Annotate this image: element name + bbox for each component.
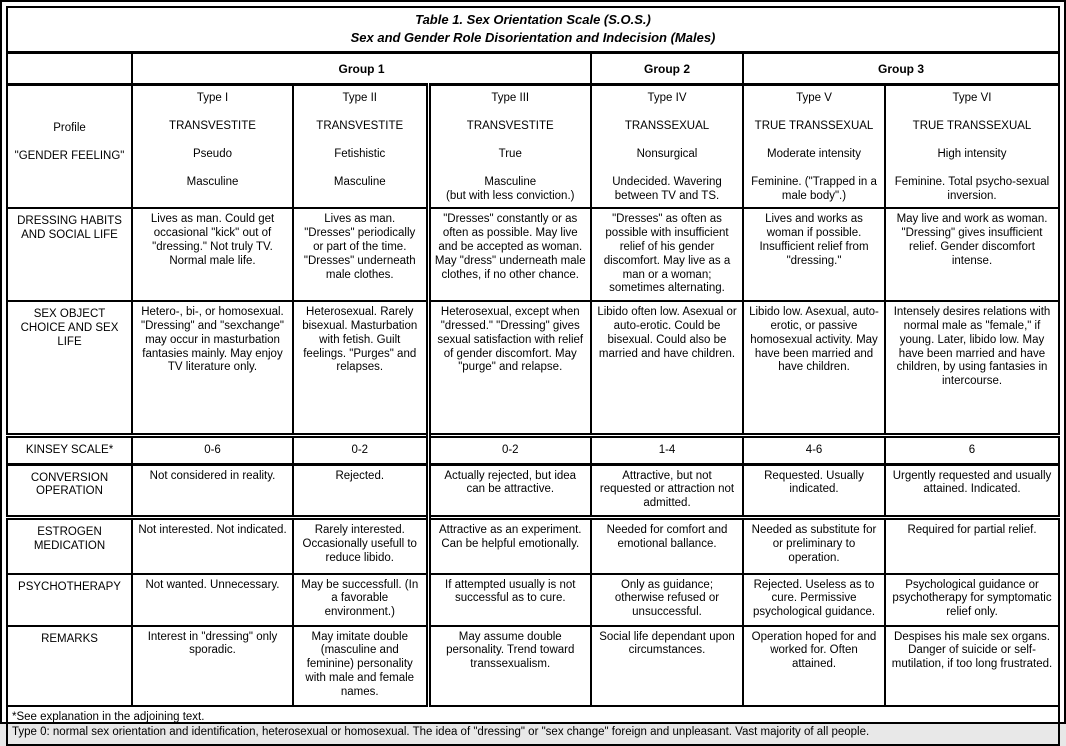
profile-intensity: Fetishistic (334, 147, 386, 160)
cell-remarks-type3: May assume double personality. Trend toward transsexualism. (428, 626, 591, 706)
profile-intensity: Moderate intensity (767, 147, 861, 160)
profile-intensity: Nonsurgical (636, 147, 698, 160)
sex-orientation-scale-table (6, 6, 1060, 746)
cell-sexobj-type1: Hetero-, bi-, or homosexual. "Dressing" and "sexchange" may occur in masturbation fantasies mainly. May enjoy TV literature only. (132, 301, 293, 435)
profile-category: TRUE TRANSSEXUAL (754, 120, 874, 133)
profile-label-line1: Profile (53, 122, 86, 135)
cell-dressing-type5: Lives and works as woman if possible. Insufficient relief from "dressing." (743, 208, 885, 301)
profile-category: TRANSVESTITE (169, 120, 256, 133)
group2-header: Group 2 (591, 53, 743, 85)
cell-sexobj-type6: Intensely desires relations with normal male as "female," if young. Later, libido low. May have been married and have children, by using fantasies in intercourse. (885, 301, 1059, 435)
cell-psychotherapy-type4: Only as guidance; otherwise refused or unsuccessful. (591, 574, 743, 626)
table-title-line2: Sex and Gender Role Disorientation and Indecision (Males) (350, 30, 716, 46)
group3-header: Group 3 (743, 53, 1059, 85)
cell-estrogen-type6: Required for partial relief. (885, 518, 1059, 574)
footnotes-cell (7, 706, 1059, 745)
type-label: Type III (491, 92, 530, 105)
table-title-line1: Table 1. Sex Orientation Scale (S.O.S.) (415, 12, 651, 27)
cell-remarks-type6: Despises his male sex organs. Danger of suicide or self-mutilation, if too long frustrated. (885, 626, 1059, 706)
type-label: Type I (196, 92, 229, 105)
profile-cell-type4 (591, 85, 743, 208)
cell-sexobj-type3: Heterosexual, except when "dressed." "Dressing" gives sexual satisfaction with relief of gender discomfort. May "purge" and relapse. (428, 301, 591, 435)
row-label-conversion-operation: CONVERSION OPERATION (7, 464, 132, 517)
profile-intensity: True (498, 147, 522, 160)
cell-dressing-type2: Lives as man. "Dresses" periodically or part of the time. "Dresses" underneath male clothes. (293, 208, 428, 301)
cell-kinsey-type5: 4-6 (743, 435, 885, 464)
type-label: Type IV (647, 92, 687, 105)
cell-conversion-type6: Urgently requested and usually attained. Indicated. (885, 464, 1059, 517)
cell-remarks-type1: Interest in "dressing" only sporadic. (132, 626, 293, 706)
profile-intensity: High intensity (937, 147, 1007, 160)
cell-conversion-type1: Not considered in reality. (132, 464, 293, 517)
profile-category: TRANSVESTITE (466, 120, 554, 133)
row-label-dressing-habits: DRESSING HABITS AND SOCIAL LIFE (7, 208, 132, 301)
cell-psychotherapy-type1: Not wanted. Unnecessary. (132, 574, 293, 626)
profile-cell-type1 (132, 85, 293, 208)
profile-category: TRUE TRANSSEXUAL (912, 120, 1032, 133)
row-label-remarks: REMARKS (7, 626, 132, 706)
cell-kinsey-type2: 0-2 (293, 435, 428, 464)
cell-dressing-type4: "Dresses" as often as possible with insufficient relief of his gender discomfort. May live as a man or a woman; sometimes alternating. (591, 208, 743, 301)
cell-dressing-type3: "Dresses" constantly or as often as possible. May live and be accepted as woman. May "dress" underneath male clothes, if no other chance. (428, 208, 591, 301)
profile-gender-feeling: Masculine (186, 175, 239, 188)
profile-gender-feeling: Masculine (484, 175, 537, 188)
cell-estrogen-type3: Attractive as an experiment. Can be helpful emotionally. (428, 518, 591, 574)
cell-sexobj-type4: Libido often low. Asexual or auto-erotic. Could be bisexual. Could also be married and have children. (591, 301, 743, 435)
profile-cell-type6 (885, 85, 1059, 208)
cell-conversion-type4: Attractive, but not requested or attraction not admitted. (591, 464, 743, 517)
row-label-estrogen-medication: ESTROGEN MEDICATION (7, 518, 132, 574)
cell-remarks-type5: Operation hoped for and worked for. Often attained. (743, 626, 885, 706)
cell-remarks-type4: Social life dependant upon circumstances. (591, 626, 743, 706)
cell-estrogen-type5: Needed as substitute for or preliminary to operation. (743, 518, 885, 574)
cell-kinsey-type3: 0-2 (428, 435, 591, 464)
profile-gender-feeling: Undecided. Wavering between TV and TS. (612, 175, 722, 202)
cell-estrogen-type1: Not interested. Not indicated. (132, 518, 293, 574)
profile-cell-type5 (743, 85, 885, 208)
type-label: Type VI (952, 92, 992, 105)
profile-category: TRANSVESTITE (316, 120, 404, 133)
profile-cell-type3 (428, 85, 591, 208)
row-label-psychotherapy: PSYCHOTHERAPY (7, 574, 132, 626)
cell-kinsey-type1: 0-6 (132, 435, 293, 464)
footnote-type0: Type 0: normal sex orientation and identification, heterosexual or homosexual. The idea of "dressing" or "sex change" foreign and unpleasant. Vast majority of all people. (12, 726, 870, 739)
row-label-sex-object: SEX OBJECT CHOICE AND SEX LIFE (7, 301, 132, 435)
cell-conversion-type2: Rejected. (293, 464, 428, 517)
type-label: Type V (796, 92, 832, 105)
footnote-asterisk: *See explanation in the adjoining text. (12, 710, 205, 723)
cell-remarks-type2: May imitate double (masculine and feminine) personality with male and female names. (293, 626, 428, 706)
type-label: Type II (342, 92, 378, 105)
profile-gender-feeling: Masculine (333, 175, 386, 188)
cell-conversion-type5: Requested. Usually indicated. (743, 464, 885, 517)
cell-conversion-type3: Actually rejected, but idea can be attractive. (428, 464, 591, 517)
cell-estrogen-type2: Rarely interested. Occasionally usefull to reduce libido. (293, 518, 428, 574)
cell-kinsey-type4: 1-4 (591, 435, 743, 464)
cell-sexobj-type2: Heterosexual. Rarely bisexual. Masturbation with fetish. Guilt feelings. "Purges" and relapses. (293, 301, 428, 435)
profile-intensity: Pseudo (192, 147, 232, 160)
cell-sexobj-type5: Libido low. Asexual, auto-erotic, or passive homosexual activity. May have been married and have children. (743, 301, 885, 435)
cell-dressing-type6: May live and work as woman. "Dressing" gives insufficient relief. Gender discomfort intense. (885, 208, 1059, 301)
row-label-profile (7, 85, 132, 208)
table-title-cell (7, 7, 1059, 53)
cell-psychotherapy-type2: May be successfull. (In a favorable environment.) (293, 574, 428, 626)
group1-header: Group 1 (132, 53, 591, 85)
row-label-kinsey-scale: KINSEY SCALE* (7, 435, 132, 464)
profile-label-line2: "GENDER FEELING" (14, 150, 125, 163)
cell-psychotherapy-type3: If attempted usually is not successful as to cure. (428, 574, 591, 626)
profile-gender-feeling: Feminine. ("Trapped in a male body".) (751, 175, 877, 202)
cell-dressing-type1: Lives as man. Could get occasional "kick" out of "dressing." Not truly TV. Normal male life. (132, 208, 293, 301)
cell-estrogen-type4: Needed for comfort and emotional ballance. (591, 518, 743, 574)
profile-cell-type2 (293, 85, 428, 208)
profile-category: TRANSSEXUAL (624, 120, 710, 133)
cell-kinsey-type6: 6 (885, 435, 1059, 464)
corner-cell (7, 53, 132, 85)
profile-gender-feeling-note: (but with less conviction.) (446, 189, 575, 202)
cell-psychotherapy-type6: Psychological guidance or psychotherapy for symptomatic relief only. (885, 574, 1059, 626)
cell-psychotherapy-type5: Rejected. Useless as to cure. Permissive psychological guidance. (743, 574, 885, 626)
profile-gender-feeling: Feminine. Total psycho-sexual inversion. (894, 175, 1050, 202)
